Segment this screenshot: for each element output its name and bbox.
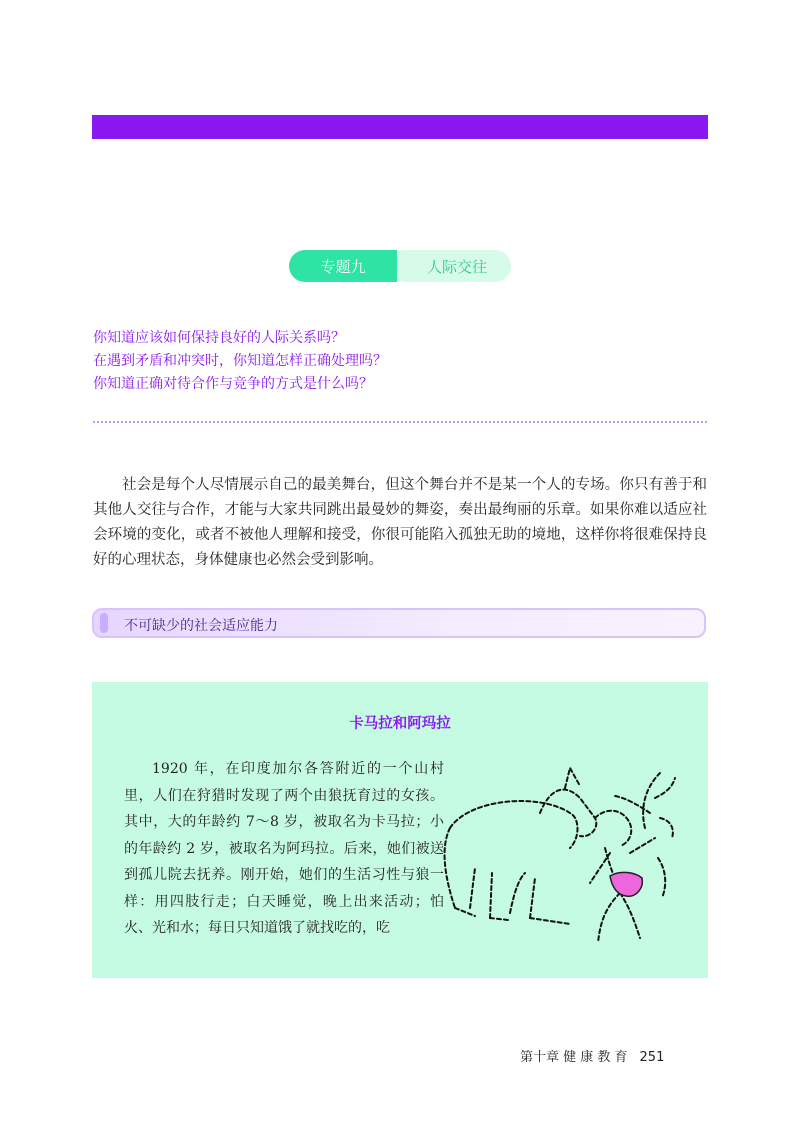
intro-paragraph: 社会是每个人尽情展示自己的最美舞台，但这个舞台并不是某一个人的专场。你只有善于和其他人交往与合作，才能与大家共同跳出最曼妙的舞姿，奏出最绚丽的乐章。如果你难以适应社会环境的变化，或者不被他人理解和接受，你很可能陷入孤独无助的境地，这样你将很难保持良好的心理状态，身体健康也必然会受到影响。 bbox=[93, 477, 707, 568]
section-marker bbox=[100, 613, 108, 633]
question-item: 在遇到矛盾和冲突时，你知道怎样正确处理吗？ bbox=[93, 353, 387, 369]
story-text: 1920 年，在印度加尔各答附近的一个山村里，人们在狩猎时发现了两个由狼抚育过的女孩。其中，大的年龄约 7～8 岁，被取名为卡马拉；小的年龄约 2 岁，被取名为阿玛拉。后来，她们被送到孤儿院去抚养。刚开始，她们的生活习性与狼一样：用四肢行走；白天睡觉，晚上出来活动；怕火、光和水；每日只知道饿了就找吃的，吃 bbox=[124, 761, 444, 936]
topic-title: 人际交往 bbox=[389, 250, 511, 282]
wolf-and-child-illustration bbox=[430, 758, 680, 958]
page-footer bbox=[520, 1046, 664, 1065]
section-header bbox=[92, 608, 706, 638]
topic-banner bbox=[289, 250, 511, 282]
question-item: 你知道正确对待合作与竞争的方式是什么吗？ bbox=[93, 376, 373, 392]
dotted-divider bbox=[93, 421, 707, 423]
page-number: 251 bbox=[639, 1050, 665, 1065]
story-box bbox=[92, 682, 708, 978]
top-color-bar bbox=[92, 115, 708, 139]
chapter-label: 第十章 健 康 教 育 bbox=[520, 1050, 628, 1065]
guiding-questions bbox=[93, 327, 713, 396]
story-title: 卡马拉和阿玛拉 bbox=[349, 715, 451, 732]
topic-number: 专题九 bbox=[289, 250, 397, 282]
section-title: 不可缺少的社会适应能力 bbox=[124, 618, 278, 634]
question-item: 你知道应该如何保持良好的人际关系吗？ bbox=[93, 330, 345, 346]
